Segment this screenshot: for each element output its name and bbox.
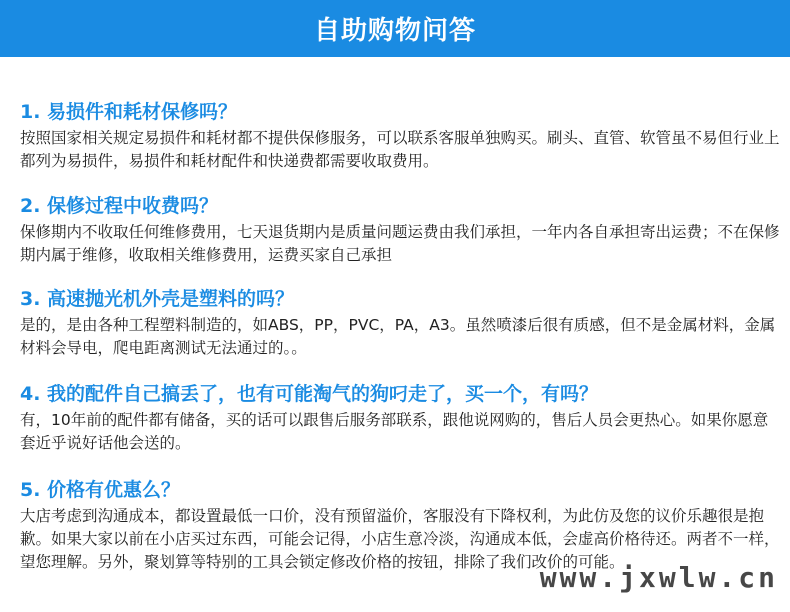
faq-question-4: 4. 我的配件自己搞丢了，也有可能淘气的狗叼走了，买一个，有吗？ xyxy=(20,383,599,405)
header-banner xyxy=(0,0,790,57)
faq-item-2 xyxy=(20,194,780,267)
faq-item-3 xyxy=(20,287,780,360)
faq-answer-5: 大店考虑到沟通成本，都设置最低一口价，没有预留溢价，客服没有下降权利，为此仿及您的议价乐趣很是抱歉。如果大家以前在小店买过东西，可能会记得，小店生意冷淡，沟通成本低，会虚高价格待还。两者不一样，望您理解。另外，聚划算等特别的工具会锁定修改价格的按钮，排除了我们改价的可能。 xyxy=(20,507,780,571)
faq-answer-1: 按照国家相关规定易损件和耗材都不提供保修服务，可以联系客服单独购买。刷头、直管、软管虽不易但行业上都列为易损件，易损件和耗材配件和快递费都需要收取费用。 xyxy=(20,129,780,170)
faq-item-4 xyxy=(20,382,780,455)
faq-question-2: 2. 保修过程中收费吗？ xyxy=(20,195,219,217)
page-title: 自助购物问答 xyxy=(313,16,476,46)
faq-answer-3: 是的，是由各种工程塑料制造的，如ABS，PP，PVC，PA，A3。虽然喷漆后很有质感，但不是金属材料，金属材料会导电，爬电距离测试无法通过的。。 xyxy=(20,316,776,357)
faq-question-3: 3. 高速抛光机外壳是塑料的吗？ xyxy=(20,288,295,310)
faq-answer-2: 保修期内不收取任何维修费用，七天退货期内是质量问题运费由我们承担，一年内各自承担寄出运费；不在保修期内属于维修，收取相关维修费用，运费买家自己承担 xyxy=(20,223,780,264)
site-watermark: www.jxwlw.cn xyxy=(539,561,778,594)
faq-question-5: 5. 价格有优惠么？ xyxy=(20,479,181,501)
faq-item-5 xyxy=(20,478,780,574)
faq-answer-4: 有，10年前的配件都有储备，买的话可以跟售后服务部联系，跟他说网购的，售后人员会更热心。如果你愿意套近乎说好话他会送的。 xyxy=(20,411,769,452)
faq-item-1 xyxy=(20,100,780,173)
faq-question-1: 1. 易损件和耗材保修吗？ xyxy=(20,101,238,123)
